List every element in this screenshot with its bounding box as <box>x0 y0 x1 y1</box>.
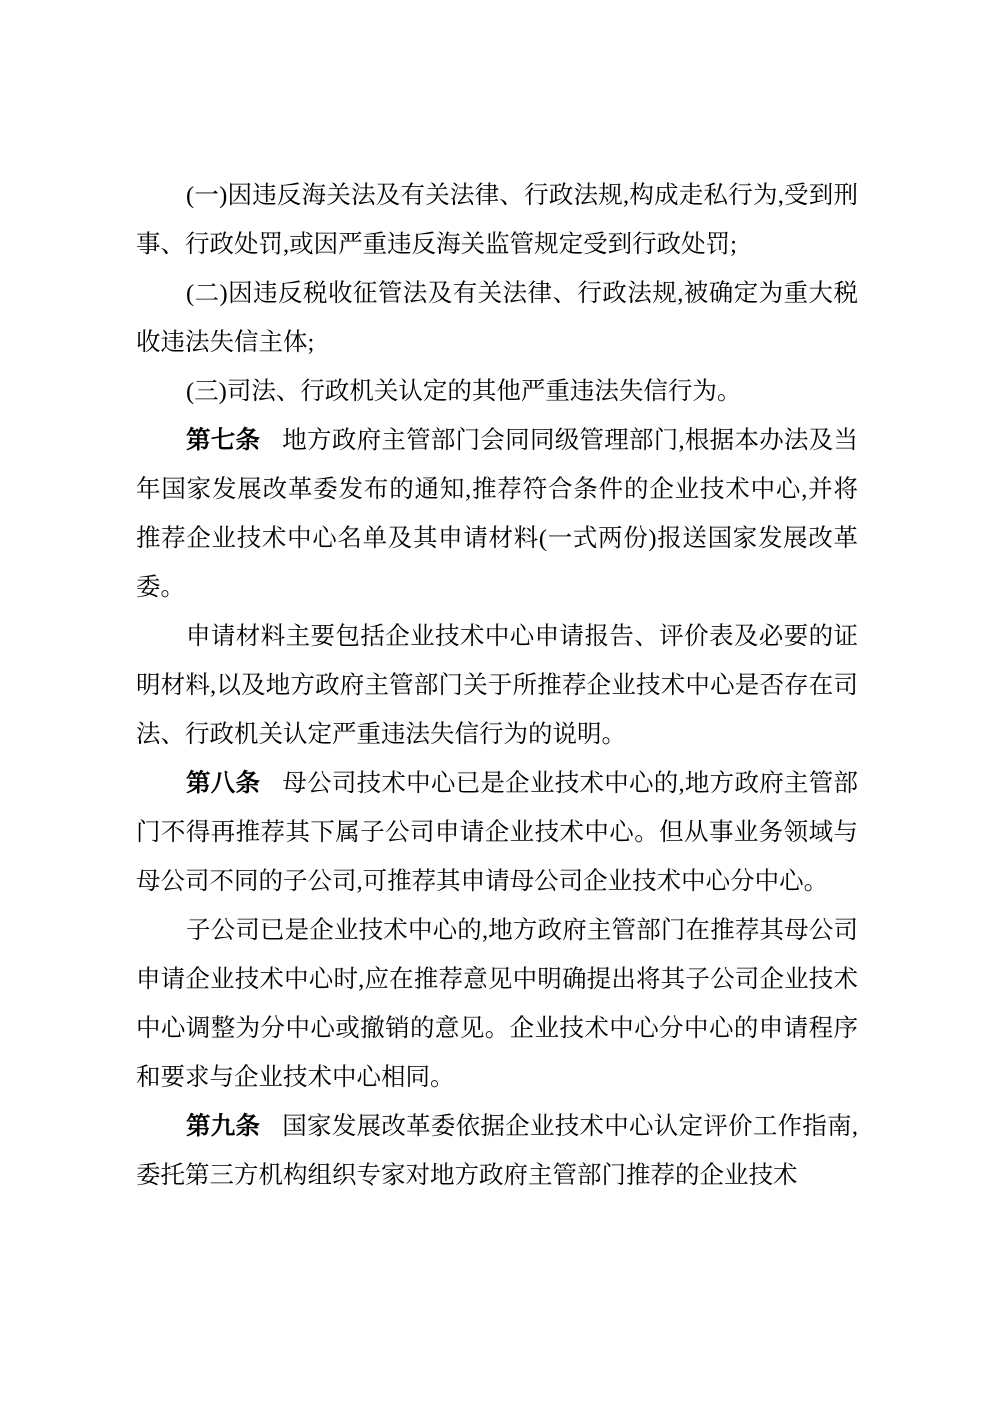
paragraph-text: (一)因违反海关法及有关法律、行政法规,构成走私行为,受到刑事、行政处罚,或因严重违反海关监管规定受到行政处罚; <box>136 182 858 258</box>
paragraph <box>136 612 858 759</box>
paragraph <box>136 171 858 269</box>
paragraph-text: 国家发展改革委依据企业技术中心认定评价工作指南,委托第三方机构组织专家对地方政府主管部门推荐的企业技术 <box>136 1113 859 1189</box>
paragraph-text: (二)因违反税收征管法及有关法律、行政法规,被确定为重大税收违法失信主体; <box>136 280 858 356</box>
paragraph <box>136 906 858 1102</box>
paragraph <box>136 759 858 906</box>
paragraph <box>136 1102 858 1200</box>
paragraph-text: 地方政府主管部门会同同级管理部门,根据本办法及当年国家发展改革委发布的通知,推荐符合条件的企业技术中心,并将推荐企业技术中心名单及其申请材料(一式两份)报送国家发展改革委。 <box>136 427 859 601</box>
article-number-label: 第七条 <box>186 427 261 454</box>
paragraph-text: 母公司技术中心已是企业技术中心的,地方政府主管部门不得再推荐其下属子公司申请企业技术中心。但从事业务领域与母公司不同的子公司,可推荐其申请母公司企业技术中心分中心。 <box>136 770 859 895</box>
paragraph-text: (三)司法、行政机关认定的其他严重违法失信行为。 <box>186 378 742 405</box>
paragraph <box>136 416 858 612</box>
article-number-label: 第八条 <box>186 770 261 797</box>
paragraph-text: 申请材料主要包括企业技术中心申请报告、评价表及必要的证明材料,以及地方政府主管部门关于所推荐企业技术中心是否存在司法、行政机关认定严重违法失信行为的说明。 <box>136 623 858 748</box>
paragraph <box>136 367 858 416</box>
paragraph <box>136 269 858 367</box>
article-number-label: 第九条 <box>186 1113 261 1140</box>
document-body <box>136 171 858 1200</box>
paragraph-text: 子公司已是企业技术中心的,地方政府主管部门在推荐其母公司申请企业技术中心时,应在推荐意见中明确提出将其子公司企业技术中心调整为分中心或撤销的意见。企业技术中心分中心的申请程序和要求与企业技术中心相同。 <box>136 917 858 1091</box>
